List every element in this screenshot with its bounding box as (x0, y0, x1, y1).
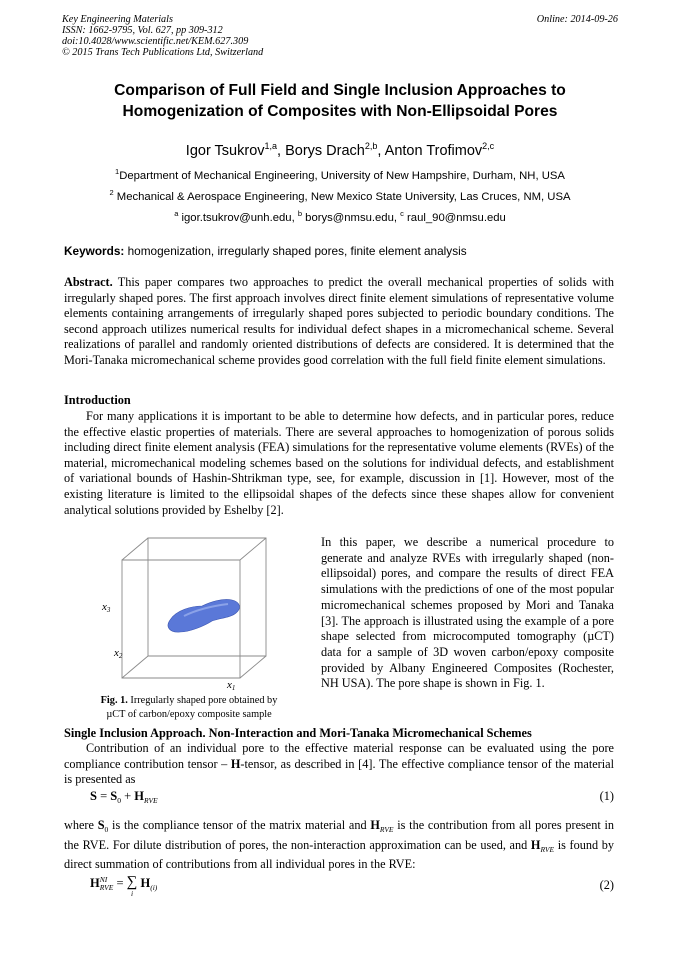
paragraph-text: Contribution of an individual pore to the effective material response can be evaluated using the pore compliance contribution tensor – (64, 741, 614, 771)
abstract-label: Abstract. (64, 275, 113, 289)
introduction-paragraph-2: In this paper, we describe a numerical procedure to generate and analyze RVEs with irregularly shaped (non-ellipsoidal) pores, and compare the results of direct FEA simulations with the predictions of one of the most popular micromechanical schemes proposed by Mori and Tanaka [3]. The approach is illustrated using the example of a pore shape selected from microcomputed tomography (µCT) data for a sample of 3D woven carbon/epoxy composite provided by Albany Engineered Composites (Rochester, NH USA). The pore shape is shown in Fig. 1. (321, 535, 614, 691)
where-paragraph (64, 818, 614, 873)
equation-2 (90, 876, 157, 900)
abstract (64, 275, 614, 369)
eq-symbol: H (134, 789, 145, 803)
affiliation-1 (62, 165, 618, 183)
paragraph-text: -tensor, as described in [4]. The effective compliance tensor of the material is presented as (64, 756, 614, 787)
title-line-1: Comparison of Full Field and Single Inclusion Approaches to (114, 82, 566, 99)
sum-index: i (130, 889, 134, 898)
email-sup: a (174, 209, 179, 218)
author-sup: 2,c (482, 141, 495, 151)
introduction-paragraph-1: For many applications it is important to be able to determine how defects, and in particular pores, reduce the effective elastic properties of materials. There are several approaches to homogenization of porous solids including direct finite element analysis (FEA) simulations for the representative volume elements (RVEs) of the material, micromechanical modeling schemes based on the solutions for individual defects, and establishment of variational bounds of Hashin-Shtrikman type, see, for example, discussion in [1]. However, most of the existing literature is limited to the ellipsoidal shapes of the defects since these shapes allow for convenient analytical solutions provided by Eshelby [2]. (64, 409, 614, 517)
email-line (62, 207, 618, 225)
keywords (64, 244, 620, 258)
affiliation-text: Department of Mechanical Engineering, University of New Hampshire, Durham, NH, USA (119, 169, 565, 182)
tensor-subscript: RVE (540, 844, 555, 854)
email-sup: b (297, 209, 303, 218)
eq-subscript: 0 (117, 796, 121, 805)
eq-symbol: H (90, 876, 100, 890)
affiliation-sup: 1 (115, 167, 120, 176)
tensor-symbol: S (97, 818, 105, 832)
online-date: Online: 2014-09-26 (536, 14, 618, 25)
eq-operator: + (124, 789, 132, 803)
eq-superscript: NI (99, 875, 108, 885)
pore-shape (168, 599, 239, 632)
eq-subscript: RVE (144, 796, 158, 805)
paragraph-text: is the contribution from all pores present in the RVE. For dilute distribution of pores, the non-interaction approximation can be used, and (64, 818, 615, 852)
author-name: Anton Trofimov (384, 142, 483, 159)
author-sup: 1,a (264, 141, 278, 151)
equation-1-number: (1) (599, 789, 614, 803)
equation-2-number: (2) (599, 878, 614, 892)
affiliation-text: Mechanical & Aerospace Engineering, New Mexico State University, Las Cruces, NM, USA (116, 190, 571, 203)
eq-operator: = (100, 789, 108, 803)
tensor-symbol: H (530, 837, 541, 852)
doi-line: doi:10.4028/www.scientific.net/KEM.627.309 (62, 36, 249, 47)
eq-operator: = (116, 876, 124, 890)
tensor-subscript: 0 (104, 825, 109, 834)
eq-subscript: (i) (150, 883, 158, 892)
figure-1-caption (64, 694, 314, 722)
title-line-2: Homogenization of Composites with Non-Ellipsoidal Pores (122, 103, 558, 120)
paper-title (62, 80, 618, 122)
eq-symbol: H (140, 876, 151, 890)
single-inclusion-paragraph (64, 741, 614, 788)
paragraph-text: where (64, 818, 94, 832)
keywords-label: Keywords: (64, 244, 125, 258)
eq-subscript: RVE (99, 883, 114, 893)
email-address: borys@nmsu.edu, (305, 211, 398, 224)
caption-line-1: Irregularly shaped pore obtained by (130, 695, 278, 706)
email-address: raul_90@nmsu.edu (407, 211, 506, 224)
paragraph-text: is the compliance tensor of the matrix material and (112, 818, 367, 832)
issn-line: ISSN: 1662-9795, Vol. 627, pp 309-312 (62, 25, 223, 36)
affiliation-sup: 2 (109, 188, 114, 197)
sum-symbol: ∑ (126, 874, 138, 890)
author-name: Borys Drach (285, 142, 365, 159)
single-inclusion-heading: Single Inclusion Approach. Non-Interaction and Mori-Tanaka Micromechanical Schemes (64, 726, 532, 740)
eq-symbol: S (90, 789, 97, 803)
copyright-line: © 2015 Trans Tech Publications Ltd, Switzerland (62, 47, 264, 58)
affiliation-2 (62, 186, 618, 204)
tensor-symbol: H (370, 818, 380, 832)
axis-label-x2: x2 (114, 647, 123, 660)
abstract-text: This paper compares two approaches to predict the overall mechanical properties of solids with irregularly shaped pores. The first approach involves direct finite element simulations of representative volume elements containing arrangements of irregularly shaped pores subjected to periodic boundary conditions. The second approach utilizes numerical results for individual defect shapes in a micromechanical scheme. Several realizations of parallel and randomly oriented distributions of defects are considered. It is determined that the Mori-Tanaka micromechanical scheme provides good correlation with the full field finite element simulations. (64, 275, 614, 367)
author-name: Igor Tsukrov (185, 142, 265, 159)
axis-label-x3: x3 (102, 601, 111, 614)
axis-label-x1: x1 (227, 679, 236, 692)
keywords-text: homogenization, irregularly shaped pores, finite element analysis (127, 244, 467, 258)
email-sup: c (400, 209, 404, 218)
tensor-symbol: H (230, 756, 241, 771)
eq-symbol: S (110, 789, 118, 803)
email-address: igor.tsukrov@unh.edu, (181, 211, 295, 224)
equation-1 (90, 789, 158, 805)
figure-label: Fig. 1. (100, 695, 128, 706)
journal-name: Key Engineering Materials (62, 14, 173, 25)
tensor-subscript: RVE (379, 825, 394, 834)
journal-header (62, 14, 618, 58)
caption-line-2: µCT of carbon/epoxy composite sample (106, 709, 272, 720)
author-sup: 2,b (364, 141, 378, 151)
author-list: Igor Tsukrov$^{1,a}$, Borys Drach$^{2,b}$, Anton Trofimov$^{2,c}$ (185, 141, 495, 159)
paragraph-text: is found by direct summation of contributions from all individual pores in the RVE: (64, 837, 615, 872)
pore-cube-figure (64, 536, 314, 696)
introduction-heading: Introduction (64, 393, 131, 407)
